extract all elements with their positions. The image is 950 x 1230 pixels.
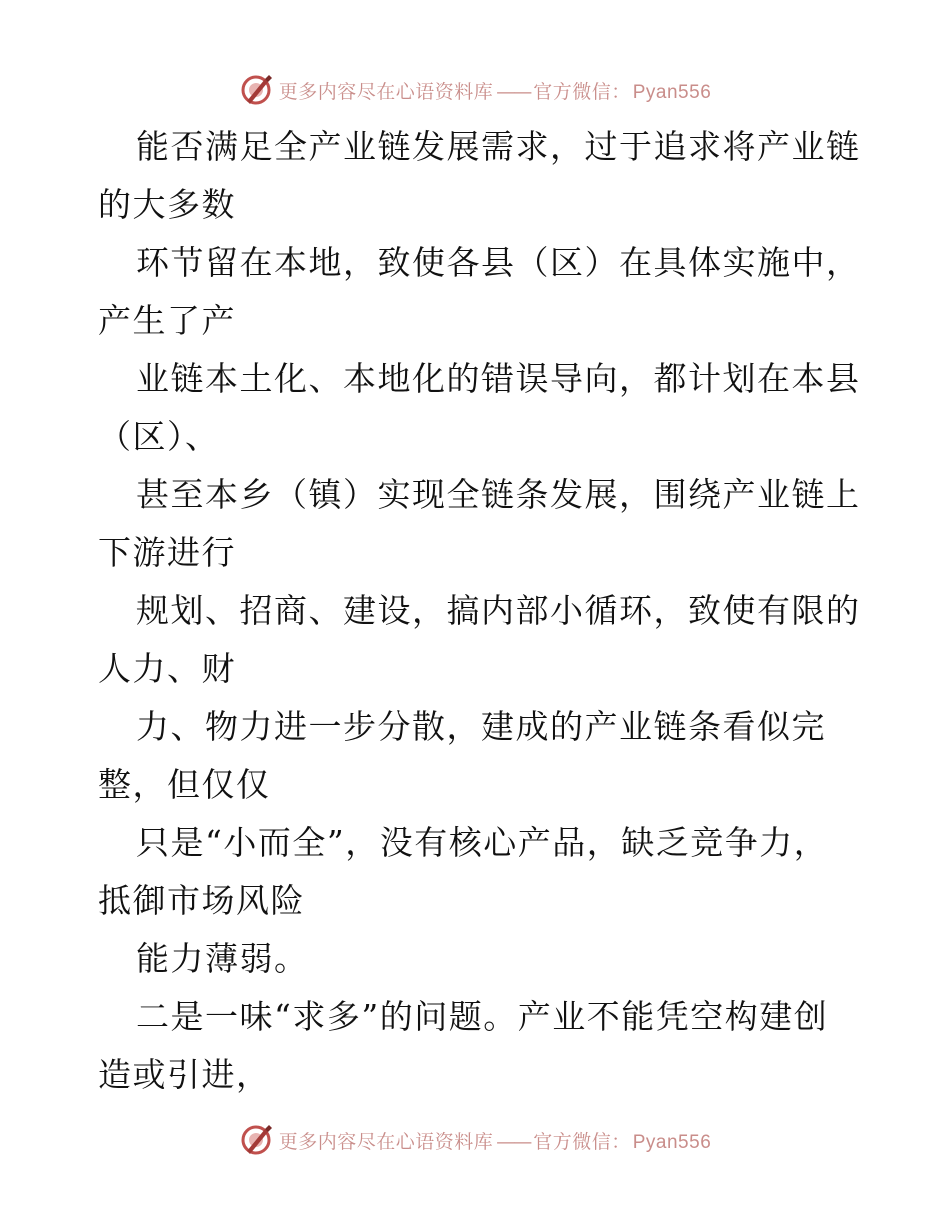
header-watermark-dash: —— [496,80,531,103]
footer-watermark-wechat-label: 官方微信： [533,1130,631,1153]
pen-circle-logo-icon [239,73,273,107]
text-line-6: （区）、 [98,417,220,456]
text-line-17: 造或引进， [98,1055,271,1094]
footer-watermark-content [239,1123,712,1157]
text-line-2: 的大多数 [98,185,236,224]
text-line-11: 力、物力进一步分散，建成的产业链条看似完 [136,707,826,746]
text-line-16: 二是一味“求多”的问题。产业不能凭空构建创 [136,997,829,1036]
text-line-15: 能力薄弱。 [136,939,309,978]
text-line-10: 人力、财 [98,649,236,688]
text-line-3: 环节留在本地，致使各县（区）在具体实施中， [136,243,861,282]
header-watermark-text [279,77,712,104]
text-line-1: 能否满足全产业链发展需求，过于追求将产业链 [136,127,861,166]
text-line-5: 业链本土化、本地化的错误导向，都计划在本县 [136,359,861,398]
header-watermark-wechat-label: 官方微信： [533,80,631,103]
text-line-12: 整，但仅仅 [98,765,271,804]
header-watermark-title: 更多内容尽在心语资料库 [278,80,494,103]
text-line-9: 规划、招商、建设，搞内部小循环，致使有限的 [136,591,861,630]
footer-watermark-dash: —— [496,1130,531,1153]
footer-watermark-title: 更多内容尽在心语资料库 [278,1130,494,1153]
text-line-8: 下游进行 [98,533,236,572]
pen-circle-logo-icon [239,1123,273,1157]
footer-watermark-wechat-id: Pyan556 [632,1131,712,1153]
footer-watermark [0,1120,950,1160]
header-watermark-content [239,73,712,107]
text-line-4: 产生了产 [98,301,236,340]
header-watermark [0,70,950,110]
text-line-7: 甚至本乡（镇）实现全链条发展，围绕产业链上 [136,475,861,514]
text-line-14: 抵御市场风险 [98,881,305,920]
text-line-13: 只是“小而全”，没有核心产品，缺乏竞争力， [136,823,829,862]
footer-watermark-text [279,1127,712,1154]
header-watermark-wechat-id: Pyan556 [632,81,712,103]
